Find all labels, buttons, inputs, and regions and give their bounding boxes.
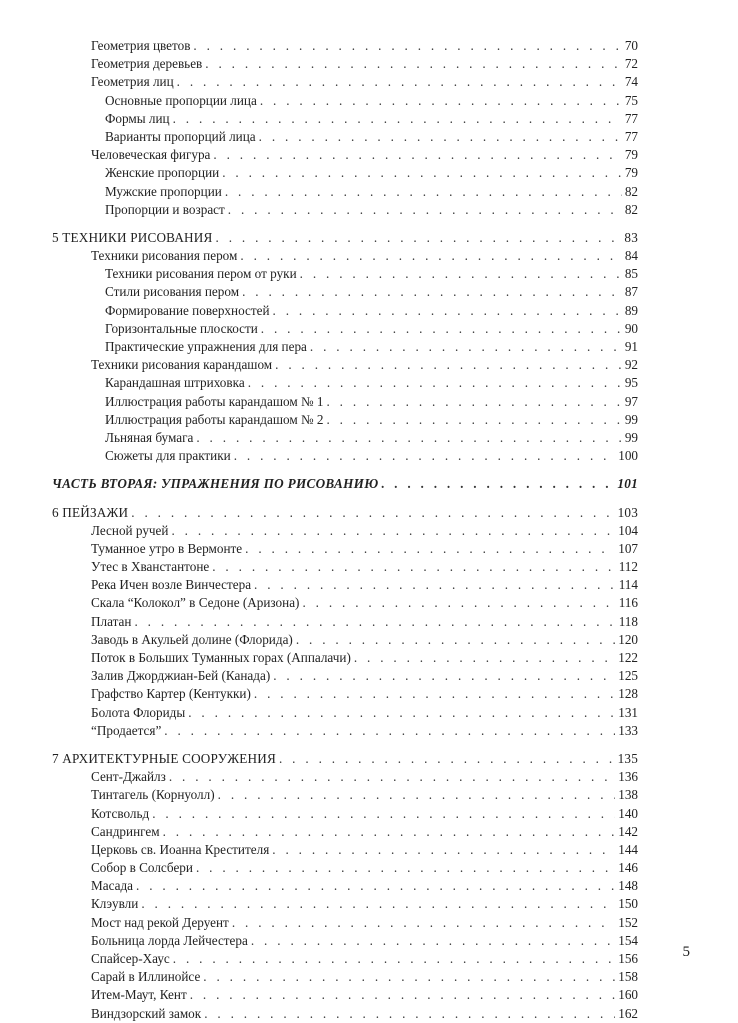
dot-leader (302, 594, 615, 612)
toc-entry-page: 74 (624, 74, 638, 90)
toc-entry[interactable] (52, 265, 638, 283)
dot-leader (134, 613, 615, 631)
dot-leader (131, 504, 614, 522)
toc-entry-title: Техники рисования карандашом (91, 357, 273, 373)
toc-entry[interactable] (52, 522, 638, 540)
toc-entry-page: 89 (624, 302, 638, 318)
toc-entry-page: 90 (624, 320, 638, 336)
toc-entry[interactable] (52, 411, 638, 429)
toc-entry[interactable] (52, 877, 638, 895)
toc-chapter-6[interactable] (52, 504, 638, 522)
toc-entry-title: Залив Джорджиан-Бей (Канада) (91, 668, 271, 684)
toc-entry-page: 154 (618, 932, 638, 948)
dot-leader (279, 750, 615, 768)
dot-leader (163, 823, 616, 841)
section-gap (52, 219, 638, 229)
toc-entry-title: Больница лорда Лейчестера (91, 932, 248, 948)
toc-entry-title: Мост над рекой Деруент (91, 914, 229, 930)
toc-entry-page: 142 (618, 823, 638, 839)
dot-leader (261, 320, 622, 338)
dot-leader (225, 183, 622, 201)
toc-entry-page: 70 (624, 38, 638, 53)
dot-leader (232, 914, 615, 932)
toc-entry-page: 148 (618, 878, 638, 894)
toc-entry-title: Сандрингем (91, 823, 160, 839)
toc-entry-page: 104 (618, 522, 638, 538)
toc-entry-title: Иллюстрация работы карандашом № 1 (105, 393, 324, 409)
dot-leader (204, 1005, 615, 1023)
toc-entry-page: 85 (624, 266, 638, 282)
toc-entry-title: Виндзорский замок (91, 1005, 202, 1021)
toc-entry-title: Графство Картер (Кентукки) (91, 686, 251, 702)
toc-entry-title: Горизонтальные плоскости (105, 320, 258, 336)
toc-entry-page: 82 (624, 201, 638, 217)
dot-leader (188, 704, 615, 722)
toc-entry-title: Женские пропорции (105, 165, 220, 181)
toc-entry[interactable] (52, 540, 638, 558)
dot-leader (275, 356, 622, 374)
dot-leader (310, 338, 622, 356)
toc-entry[interactable] (52, 447, 638, 465)
dot-leader (234, 447, 616, 465)
dot-leader (141, 895, 615, 913)
toc-part-2[interactable] (52, 475, 638, 493)
dot-leader (173, 950, 615, 968)
toc-entry[interactable] (52, 823, 638, 841)
toc-entry-page: 131 (618, 704, 638, 720)
toc-entry-page: 75 (624, 92, 638, 108)
toc-entry[interactable] (52, 201, 638, 219)
toc-entry-page: 158 (618, 969, 638, 985)
toc-entry[interactable] (52, 859, 638, 877)
toc-entry-title: Техники рисования пером (91, 248, 238, 264)
dot-leader (164, 722, 615, 740)
dot-leader (213, 146, 621, 164)
toc-entry-title: Геометрия лиц (91, 74, 174, 90)
toc-entry[interactable] (52, 374, 638, 392)
toc-entry-title: Поток в Больших Туманных горах (Аппалачи) (91, 650, 351, 665)
chapter-page: 83 (624, 229, 638, 245)
toc-entry-title: Тинтагель (Корнуолл) (91, 787, 215, 803)
toc-entry-page: 120 (618, 631, 638, 647)
toc-entry-page: 136 (618, 769, 638, 785)
dot-leader (242, 283, 622, 301)
toc-entry[interactable] (52, 393, 638, 411)
toc-entry-page: 77 (624, 128, 638, 144)
toc-entry[interactable] (52, 320, 638, 338)
dot-leader (259, 128, 622, 146)
toc-entry-page: 112 (618, 559, 638, 575)
dot-leader (203, 968, 615, 986)
toc-entry-title: Собор в Солсбери (91, 860, 193, 876)
dot-leader (228, 201, 622, 219)
toc-entry-title: Сюжеты для практики (105, 448, 231, 464)
section-gap (52, 465, 638, 475)
toc-entry-title: Льняная бумага (105, 429, 194, 445)
toc-entry-title: Платан (91, 613, 132, 629)
toc-entry[interactable] (52, 841, 638, 859)
toc-entry-page: 79 (624, 147, 638, 163)
toc-entry-page: 160 (618, 987, 638, 1003)
toc-entry-title: Формирование поверхностей (105, 302, 270, 318)
part-page: 101 (617, 476, 638, 492)
part-title: ЧАСТЬ ВТОРАЯ: УПРАЖНЕНИЯ ПО РИСОВАНИЮ (52, 476, 379, 492)
toc-entry[interactable] (52, 73, 638, 91)
chapter-title: 5 ТЕХНИКИ РИСОВАНИЯ (52, 229, 213, 245)
dot-leader (326, 411, 621, 429)
dot-leader (171, 522, 615, 540)
toc-entry-page: 77 (624, 110, 638, 126)
page-number: 5 (682, 944, 690, 960)
toc-entry-title: Болота Флориды (91, 704, 186, 720)
dot-leader (152, 805, 615, 823)
toc-entry[interactable] (52, 722, 638, 740)
section-gap (52, 740, 638, 750)
toc-entry-page: 79 (624, 165, 638, 181)
dot-leader (216, 229, 622, 247)
toc-entry[interactable] (52, 338, 638, 356)
toc-entry-title: Геометрия деревьев (91, 56, 203, 72)
toc-entry-page: 122 (618, 650, 638, 665)
toc-entry-title: Варианты пропорций лица (105, 128, 256, 144)
dot-leader (240, 247, 621, 265)
toc-entry-page: 92 (624, 357, 638, 373)
dot-leader (169, 768, 615, 786)
toc-entry-title: Геометрия цветов (91, 38, 191, 53)
toc-entry[interactable] (52, 685, 638, 703)
toc-entry-title: Церковь св. Иоанна Крестителя (91, 841, 270, 857)
toc-entry[interactable] (52, 110, 638, 128)
toc-entry-title: Стили рисования пером (105, 284, 240, 300)
dot-leader (248, 374, 622, 392)
chapter-title: 6 ПЕЙЗАЖИ (52, 504, 129, 520)
toc-entry[interactable] (52, 429, 638, 447)
toc-entry-title: Сарай в Иллинойсе (91, 969, 201, 985)
chapter-page: 103 (617, 504, 638, 520)
toc-entry[interactable] (52, 631, 638, 649)
dot-leader (273, 302, 622, 320)
toc-entry-title: Туманное утро в Вермонте (91, 540, 243, 556)
toc-entry-page: 125 (618, 668, 638, 684)
toc-entry[interactable] (52, 786, 638, 804)
toc-entry-page: 107 (618, 540, 638, 556)
toc-entry[interactable] (52, 247, 638, 265)
toc-entry-title: Формы лиц (105, 110, 170, 126)
toc-entry-page: 152 (618, 914, 638, 930)
toc-entry-page: 133 (618, 722, 638, 738)
dot-leader (273, 667, 615, 685)
toc-entry[interactable] (52, 37, 638, 55)
toc-entry-title: Пропорции и возраст (105, 201, 225, 217)
toc-entry-page: 91 (624, 339, 638, 354)
toc-entry[interactable] (52, 55, 638, 73)
toc-entry[interactable] (52, 986, 638, 1004)
dot-leader (136, 877, 615, 895)
dot-leader (272, 841, 615, 859)
toc-entry[interactable] (52, 932, 638, 950)
toc-entry-page: 118 (618, 613, 638, 629)
toc-entry-page: 140 (618, 805, 638, 821)
toc-entry[interactable] (52, 613, 638, 631)
dot-leader (190, 986, 616, 1004)
toc-entry[interactable] (52, 356, 638, 374)
toc-entry-title: Техники рисования пером от руки (105, 266, 297, 282)
toc-chapter-7[interactable] (52, 750, 638, 768)
toc-entry-page: 114 (618, 577, 638, 593)
toc-entry[interactable] (52, 594, 638, 612)
toc-entry-page: 82 (624, 183, 638, 199)
toc-entry[interactable] (52, 704, 638, 722)
toc-entry-page: 72 (624, 56, 638, 72)
toc-entry-page: 100 (618, 448, 638, 464)
toc-entry[interactable] (52, 164, 638, 182)
toc-entry-title: Лесной ручей (91, 522, 169, 538)
dot-leader (254, 576, 616, 594)
dot-leader (218, 786, 616, 804)
toc-entry-title: Карандашная штриховка (105, 375, 245, 391)
toc-entry-page: 116 (618, 595, 638, 611)
dot-leader (193, 37, 621, 55)
toc-entry-title: Мужские пропорции (105, 183, 222, 199)
dot-leader (300, 265, 622, 283)
toc-entry-page: 99 (624, 411, 638, 427)
toc-entry-title: Масада (91, 878, 134, 894)
toc-entry-title: Иллюстрация работы карандашом № 2 (105, 411, 324, 427)
toc-entry-page: 95 (624, 375, 638, 391)
dot-leader (177, 73, 622, 91)
toc-entry-page: 97 (624, 393, 638, 409)
toc-entry-title: Основные пропорции лица (105, 92, 257, 108)
dot-leader (196, 429, 621, 447)
dot-leader (196, 859, 615, 877)
toc-entry[interactable] (52, 183, 638, 201)
toc-entry-page: 144 (618, 841, 638, 857)
toc-entry[interactable] (52, 914, 638, 932)
toc-entry-title: Итем-Маут, Кент (91, 987, 187, 1003)
toc-entry-page: 128 (618, 686, 638, 702)
toc-entry[interactable] (52, 576, 638, 594)
toc-chapter-5[interactable] (52, 229, 638, 247)
dot-leader (212, 558, 615, 576)
toc-entry-page: 87 (624, 284, 638, 300)
toc-entry-title: Практические упражнения для пера (105, 339, 307, 354)
toc-entry[interactable] (52, 283, 638, 301)
table-of-contents (52, 37, 638, 1023)
dot-leader (260, 92, 622, 110)
dot-leader (326, 393, 621, 411)
toc-entry[interactable] (52, 146, 638, 164)
toc-entry[interactable] (52, 128, 638, 146)
toc-entry-page: 146 (618, 860, 638, 876)
toc-entry-page: 156 (618, 951, 638, 966)
toc-entry-title: Человеческая фигура (91, 147, 211, 163)
dot-leader (173, 110, 622, 128)
dot-leader (381, 475, 614, 493)
toc-entry-title: Клэувли (91, 896, 139, 912)
toc-entry[interactable] (52, 649, 638, 667)
dot-leader (251, 932, 615, 950)
toc-entry[interactable] (52, 667, 638, 685)
toc-entry[interactable] (52, 768, 638, 786)
toc-entry-title: Река Ичен возле Винчестера (91, 577, 252, 593)
dot-leader (296, 631, 615, 649)
toc-entry-page: 162 (618, 1005, 638, 1021)
toc-entry-title: Сент-Джайлз (91, 769, 166, 785)
section-gap (52, 494, 638, 504)
toc-entry-page: 150 (618, 896, 638, 912)
chapter-title: 7 АРХИТЕКТУРНЫЕ СООРУЖЕНИЯ (52, 750, 276, 766)
toc-entry[interactable] (52, 805, 638, 823)
toc-entry-title: Скала “Колокол” в Седоне (Аризона) (91, 595, 300, 611)
toc-entry[interactable] (52, 895, 638, 913)
toc-entry[interactable] (52, 950, 638, 968)
dot-leader (222, 164, 622, 182)
toc-entry-page: 84 (624, 248, 638, 264)
toc-entry[interactable] (52, 302, 638, 320)
toc-entry-title: Утес в Хванстантоне (91, 559, 210, 575)
toc-entry-title: “Продается” (91, 722, 162, 738)
toc-entry-title: Котсвольд (91, 805, 150, 821)
toc-entry[interactable] (52, 1005, 638, 1023)
toc-entry[interactable] (52, 92, 638, 110)
dot-leader (205, 55, 622, 73)
chapter-page: 135 (617, 750, 638, 766)
toc-entry-title: Заводь в Акульей долине (Флорида) (91, 631, 293, 647)
toc-entry-title: Спайсер-Хаус (91, 951, 170, 966)
toc-entry[interactable] (52, 558, 638, 576)
dot-leader (354, 649, 615, 667)
dot-leader (245, 540, 615, 558)
dot-leader (254, 685, 615, 703)
toc-entry-page: 99 (624, 429, 638, 445)
toc-entry-page: 138 (618, 787, 638, 803)
toc-entry[interactable] (52, 968, 638, 986)
